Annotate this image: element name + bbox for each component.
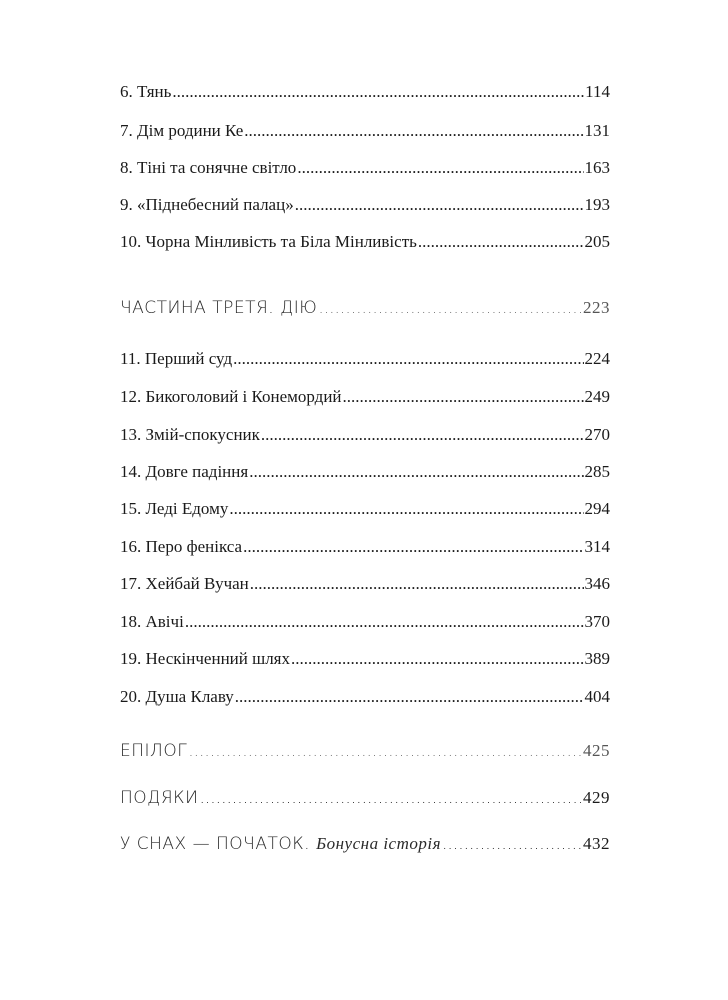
dot-leader: [233, 348, 583, 370]
toc-entry-page: 193: [584, 195, 610, 214]
dot-leader: [244, 120, 583, 142]
toc-entry-chapter-20: [120, 686, 610, 708]
toc-section-subtitle: Бонусна історія: [316, 834, 441, 853]
toc-entry-page: 389: [584, 649, 610, 668]
dot-leader: [295, 194, 584, 216]
toc-entry-label: 7. Дім родини Ке: [120, 121, 244, 140]
toc-entry-chapter-14: [120, 461, 610, 483]
toc-entry-label: 20. Душа Клаву: [120, 687, 234, 706]
toc-section-label: ПОДЯКИ: [120, 788, 199, 808]
toc-entry-acknowledgements: [120, 787, 610, 809]
toc-section-label: У СНАХ — ПОЧАТОК.: [120, 834, 311, 854]
toc-entry-page: 249: [584, 387, 610, 406]
toc-entry-label: 17. Хейбай Вучан: [120, 574, 249, 593]
toc-entry-chapter-10: [120, 231, 610, 253]
toc-entry-page: 285: [584, 462, 610, 481]
dot-leader: [188, 740, 582, 762]
toc-entry-label: 8. Тіні та сонячне світло: [120, 158, 297, 177]
toc-entry-chapter-6: [120, 81, 610, 103]
toc-entry-page: 432: [583, 834, 610, 853]
dot-leader: [318, 297, 582, 319]
toc-entry-label: 12. Бикоголовий і Конемордий: [120, 387, 342, 406]
toc-entry-chapter-13: [120, 424, 610, 446]
dot-leader: [261, 424, 584, 446]
toc-entry-page: 314: [584, 537, 610, 556]
dot-leader: [235, 686, 584, 708]
toc-entry-label: 6. Тянь: [120, 82, 172, 101]
toc-entry-page: 223: [583, 298, 610, 317]
dot-leader: [199, 787, 582, 809]
dot-leader: [297, 157, 583, 179]
toc-entry-page: 224: [584, 349, 610, 368]
toc-entry-chapter-8: [120, 157, 610, 179]
toc-entry-chapter-12: [120, 386, 610, 408]
toc-entry-label: 16. Перо фенікса: [120, 537, 243, 556]
toc-entry-page: 270: [584, 425, 610, 444]
toc-entry-chapter-15: [120, 498, 610, 520]
toc-section-label: ЕПІЛОГ: [120, 741, 188, 761]
toc-entry-label: 10. Чорна Мінливість та Біла Мінливість: [120, 232, 417, 251]
toc-entry-chapter-16: [120, 536, 610, 558]
toc-entry-chapter-18: [120, 611, 610, 633]
dot-leader: [172, 81, 584, 103]
toc-entry-label: 18. Авічі: [120, 612, 184, 631]
toc-section-label: ЧАСТИНА ТРЕТЯ. ДІЮ: [120, 298, 318, 318]
toc-entry-page: 370: [584, 612, 610, 631]
toc-entry-label: 11. Перший суд: [120, 349, 233, 368]
toc-entry-page: 205: [584, 232, 610, 251]
toc-entry-chapter-9: [120, 194, 610, 216]
toc-entry-bonus-story: [120, 833, 610, 855]
toc-entry-page: 429: [583, 788, 610, 807]
toc-entry-chapter-19: [120, 648, 610, 670]
dot-leader: [185, 611, 584, 633]
toc-entry-page: 346: [584, 574, 610, 593]
toc-entry-epilogue: [120, 740, 610, 762]
dot-leader: [229, 498, 583, 520]
toc-entry-part-three: [120, 297, 610, 319]
toc-entry-page: 163: [584, 158, 610, 177]
toc-entry-label: 19. Нескінченний шлях: [120, 649, 290, 668]
toc-entry-page: 425: [583, 741, 610, 760]
toc-entry-chapter-17: [120, 573, 610, 595]
toc-entry-label: 14. Довге падіння: [120, 462, 249, 481]
toc-entry-label: 9. «Піднебесний палац»: [120, 195, 294, 214]
toc-entry-page: 294: [584, 499, 610, 518]
dot-leader: [418, 231, 584, 253]
toc-entry-label: 13. Змій-спокусник: [120, 425, 260, 444]
toc-entry-page: 131: [584, 121, 610, 140]
dot-leader: [291, 648, 584, 670]
dot-leader: [243, 536, 583, 558]
dot-leader: [343, 386, 584, 408]
toc-entry-label: 15. Леді Едому: [120, 499, 229, 518]
toc-entry-page: 114: [585, 82, 610, 101]
toc-entry-chapter-7: [120, 120, 610, 142]
toc-entry-chapter-11: [120, 348, 610, 370]
toc-entry-page: 404: [584, 687, 610, 706]
dot-leader: [249, 461, 583, 483]
dot-leader: [442, 833, 582, 855]
dot-leader: [250, 573, 584, 595]
